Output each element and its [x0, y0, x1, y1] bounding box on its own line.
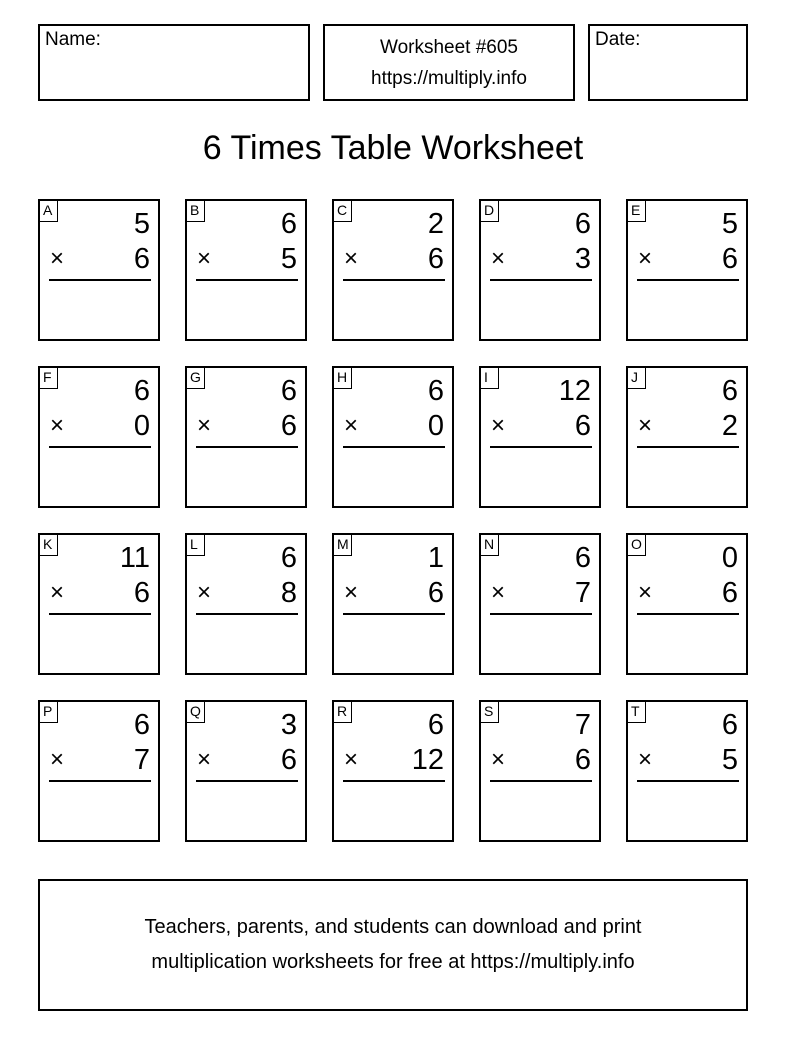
name-label: Name:: [45, 29, 101, 50]
times-sign: ×: [50, 412, 65, 439]
problem-card[interactable]: [332, 533, 454, 675]
times-sign: ×: [491, 746, 506, 773]
answer-line: [490, 446, 592, 448]
multiplier: 2: [721, 410, 738, 442]
multiplier: 6: [721, 243, 738, 275]
problem-card[interactable]: [185, 700, 307, 842]
multiplier: 0: [427, 410, 444, 442]
multiplier: 0: [133, 410, 150, 442]
times-sign: ×: [344, 579, 359, 606]
problem-card[interactable]: [479, 366, 601, 508]
problem-letter: G: [186, 367, 205, 389]
answer-line: [490, 613, 592, 615]
multiplier: 6: [280, 744, 297, 776]
problem-card[interactable]: [332, 199, 454, 341]
multiplicand: 11: [119, 542, 150, 574]
times-sign: ×: [344, 746, 359, 773]
multiplier: 8: [280, 577, 297, 609]
times-sign: ×: [344, 412, 359, 439]
answer-line: [49, 446, 151, 448]
problem-letter: B: [186, 200, 205, 222]
footer-line-2: multiplication worksheets for free at https://multiply.info: [151, 951, 635, 973]
answer-line: [196, 279, 298, 281]
times-sign: ×: [197, 245, 212, 272]
multiplier: 6: [427, 243, 444, 275]
problem-card[interactable]: [38, 366, 160, 508]
problem-card[interactable]: [626, 700, 748, 842]
multiplicand: 2: [427, 208, 444, 240]
date-field[interactable]: [588, 24, 748, 101]
multiplier: 7: [133, 744, 150, 776]
multiplicand: 6: [574, 542, 591, 574]
times-sign: ×: [50, 579, 65, 606]
answer-line: [49, 613, 151, 615]
problem-letter: A: [39, 200, 58, 222]
answer-line: [343, 613, 445, 615]
multiplier: 6: [133, 243, 150, 275]
multiplicand: 1: [427, 542, 444, 574]
times-sign: ×: [491, 579, 506, 606]
multiplicand: 6: [721, 709, 738, 741]
problem-card[interactable]: [38, 199, 160, 341]
multiplicand: 7: [574, 709, 591, 741]
problem-letter: D: [480, 200, 499, 222]
multiplicand: 6: [280, 542, 297, 574]
answer-line: [637, 446, 739, 448]
multiplier: 5: [721, 744, 738, 776]
times-sign: ×: [50, 746, 65, 773]
problem-card[interactable]: [479, 700, 601, 842]
footer-box: [38, 879, 748, 1011]
problem-letter: E: [627, 200, 646, 222]
times-sign: ×: [197, 746, 212, 773]
times-sign: ×: [197, 412, 212, 439]
multiplier: 6: [574, 410, 591, 442]
problem-card[interactable]: [185, 366, 307, 508]
answer-line: [49, 279, 151, 281]
times-sign: ×: [197, 579, 212, 606]
problem-letter: J: [627, 367, 646, 389]
answer-line: [490, 780, 592, 782]
multiplier: 6: [427, 577, 444, 609]
multiplicand: 6: [133, 375, 150, 407]
answer-line: [637, 613, 739, 615]
answer-line: [196, 780, 298, 782]
problem-card[interactable]: [626, 533, 748, 675]
problem-card[interactable]: [38, 700, 160, 842]
answer-line: [196, 613, 298, 615]
problem-letter: K: [39, 534, 58, 556]
site-url: https://multiply.info: [371, 68, 527, 89]
problem-letter: I: [480, 367, 499, 389]
problem-letter: F: [39, 367, 58, 389]
problem-letter: O: [627, 534, 646, 556]
times-sign: ×: [638, 746, 653, 773]
problem-letter: L: [186, 534, 205, 556]
problem-card[interactable]: [626, 199, 748, 341]
problem-letter: R: [333, 701, 352, 723]
problem-letter: H: [333, 367, 352, 389]
problem-card[interactable]: [332, 700, 454, 842]
multiplicand: 12: [558, 375, 591, 407]
multiplicand: 6: [280, 375, 297, 407]
times-sign: ×: [638, 579, 653, 606]
problem-card[interactable]: [479, 199, 601, 341]
multiplier: 3: [574, 243, 591, 275]
answer-line: [343, 780, 445, 782]
times-sign: ×: [50, 245, 65, 272]
answer-line: [343, 279, 445, 281]
problem-letter: N: [480, 534, 499, 556]
worksheet-id: Worksheet #605: [379, 37, 518, 58]
problem-letter: T: [627, 701, 646, 723]
problem-letter: M: [333, 534, 352, 556]
multiplier: 12: [411, 744, 444, 776]
problem-letter: P: [39, 701, 58, 723]
worksheet-info-box: [323, 24, 575, 101]
multiplier: 5: [280, 243, 297, 275]
problem-letter: S: [480, 701, 499, 723]
multiplicand: 3: [280, 709, 297, 741]
multiplicand: 6: [721, 375, 738, 407]
times-sign: ×: [638, 412, 653, 439]
times-sign: ×: [491, 412, 506, 439]
problem-letter: C: [333, 200, 352, 222]
answer-line: [196, 446, 298, 448]
multiplicand: 5: [721, 208, 738, 240]
date-label: Date:: [595, 29, 641, 50]
footer-line-1: Teachers, parents, and students can download and print: [144, 916, 642, 938]
times-sign: ×: [638, 245, 653, 272]
times-sign: ×: [344, 245, 359, 272]
answer-line: [637, 279, 739, 281]
problem-card[interactable]: [185, 199, 307, 341]
answer-line: [343, 446, 445, 448]
problem-card[interactable]: [38, 533, 160, 675]
answer-line: [490, 279, 592, 281]
multiplier: 6: [721, 577, 738, 609]
page-title: 6 Times Table Worksheet: [202, 129, 584, 167]
problem-card[interactable]: [185, 533, 307, 675]
problem-card[interactable]: [479, 533, 601, 675]
multiplier: 7: [574, 577, 591, 609]
multiplicand: 6: [427, 709, 444, 741]
multiplicand: 6: [133, 709, 150, 741]
multiplicand: 6: [280, 208, 297, 240]
multiplier: 6: [280, 410, 297, 442]
answer-line: [637, 780, 739, 782]
multiplicand: 5: [133, 208, 150, 240]
problem-card[interactable]: [332, 366, 454, 508]
problem-letter: Q: [186, 701, 205, 723]
multiplicand: 6: [427, 375, 444, 407]
answer-line: [49, 780, 151, 782]
name-field[interactable]: [38, 24, 310, 101]
multiplier: 6: [574, 744, 591, 776]
problem-card[interactable]: [626, 366, 748, 508]
multiplicand: 6: [574, 208, 591, 240]
multiplicand: 0: [721, 542, 738, 574]
multiplier: 6: [133, 577, 150, 609]
times-sign: ×: [491, 245, 506, 272]
